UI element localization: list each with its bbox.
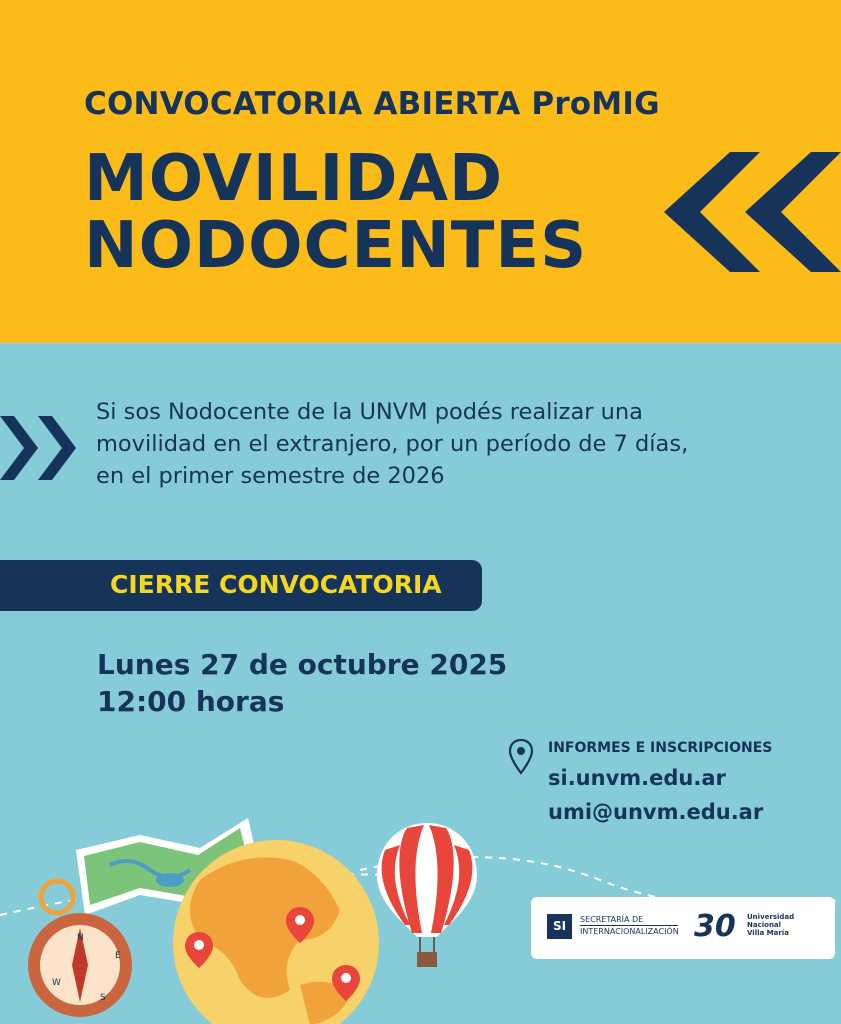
closing-time: 12:00 horas bbox=[97, 685, 285, 718]
page-title bbox=[84, 142, 588, 283]
si-logo: SI bbox=[547, 914, 572, 939]
intro-line-2: movilidad en el extranjero, por un período de 7 días, bbox=[96, 431, 689, 457]
location-pin-icon bbox=[508, 738, 534, 776]
si-name-line-1: SECRETARÍA DE bbox=[580, 915, 644, 924]
svg-text:E: E bbox=[115, 951, 121, 961]
double-chevron-right-icon bbox=[0, 416, 76, 480]
anniversary-logo: 30 bbox=[694, 909, 736, 944]
svg-text:S: S bbox=[100, 993, 106, 1003]
closing-label: CIERRE CONVOCATORIA bbox=[110, 570, 442, 599]
closing-date: Lunes 27 de octubre 2025 bbox=[97, 648, 508, 681]
intro-line-1: Si sos Nodocente de la UNVM podés realizar una bbox=[96, 399, 643, 425]
si-divider bbox=[580, 925, 678, 926]
intro-text bbox=[96, 396, 816, 492]
university-name bbox=[747, 913, 794, 937]
institution-logos bbox=[531, 897, 835, 959]
website-link[interactable]: si.unvm.edu.ar bbox=[548, 766, 726, 790]
contact-label: INFORMES E INSCRIPCIONES bbox=[548, 740, 773, 756]
university-line-3: Villa María bbox=[747, 929, 789, 937]
university-line-1: Universidad bbox=[747, 913, 795, 921]
si-name-line-2: INTERNACIONALIZACIÓN bbox=[580, 927, 679, 936]
title-line-1: MOVILIDAD bbox=[84, 142, 504, 216]
hot-air-balloon-icon bbox=[377, 823, 477, 967]
closing-date-block bbox=[97, 646, 507, 720]
svg-text:N: N bbox=[77, 933, 84, 943]
svg-text:W: W bbox=[52, 978, 61, 988]
double-chevron-left-icon bbox=[660, 152, 841, 272]
university-line-2: Nacional bbox=[747, 921, 782, 929]
intro-line-3: en el primer semestre de 2026 bbox=[96, 463, 445, 489]
title-line-2: NODOCENTES bbox=[84, 209, 588, 283]
email-link[interactable]: umi@unvm.edu.ar bbox=[548, 800, 764, 824]
call-subtitle: CONVOCATORIA ABIERTA ProMIG bbox=[84, 86, 660, 122]
